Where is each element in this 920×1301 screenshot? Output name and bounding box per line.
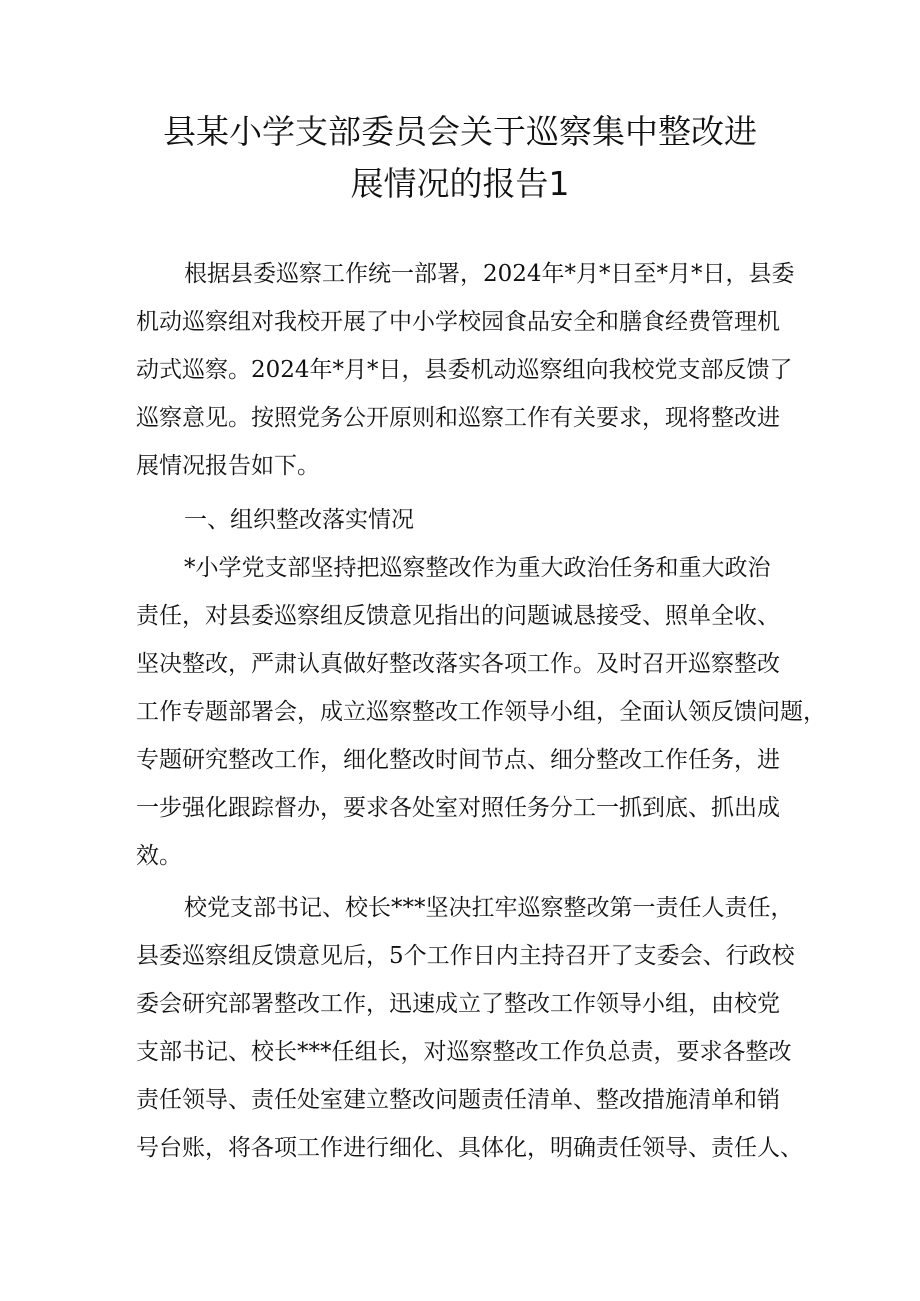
document-title-line-1: 县某小学支部委员会关于巡察集中整改进 bbox=[163, 112, 757, 151]
paragraph-line: 坚决整改，严肃认真做好整改落实各项工作。及时召开巡察整改 bbox=[136, 651, 780, 677]
paragraph-line: 委会研究部署整改工作，迅速成立了整改工作领导小组，由校党 bbox=[136, 991, 780, 1017]
paragraph-line: 展情况报告如下。 bbox=[136, 453, 320, 479]
paragraph-organization bbox=[136, 544, 826, 880]
document-title-line-2: 展情况的报告1 bbox=[350, 164, 570, 203]
paragraph-line: 工作专题部署会，成立巡察整改工作领导小组，全面认领反馈问题， bbox=[136, 699, 826, 725]
paragraph-line: 责任，对县委巡察组反馈意见指出的问题诚恳接受、照单全收、 bbox=[136, 603, 780, 629]
paragraph-line: 校党支部书记、校长***坚决扛牢巡察整改第一责任人责任， bbox=[184, 895, 794, 921]
paragraph-line: 机动巡察组对我校开展了中小学校园食品安全和膳食经费管理机 bbox=[136, 309, 780, 335]
paragraph-line: 支部书记、校长***任组长，对巡察整改工作负总责，要求各整改 bbox=[136, 1039, 792, 1065]
paragraph-line: *小学党支部坚持把巡察整改作为重大政治任务和重大政治 bbox=[184, 555, 771, 581]
paragraph-line: 号台账，将各项工作进行细化、具体化，明确责任领导、责任人、 bbox=[136, 1135, 803, 1161]
paragraph-responsibility bbox=[136, 884, 803, 1172]
paragraph-line: 巡察意见。按照党务公开原则和巡察工作有关要求，现将整改进 bbox=[136, 405, 780, 431]
paragraph-line: 一步强化跟踪督办，要求各处室对照任务分工一抓到底、抓出成 bbox=[136, 795, 780, 821]
paragraph-line: 责任领导、责任处室建立整改问题责任清单、整改措施清单和销 bbox=[136, 1087, 780, 1113]
section-heading-text: 一、组织整改落实情况 bbox=[184, 507, 414, 533]
paragraph-line: 效。 bbox=[136, 843, 182, 869]
paragraph-intro bbox=[136, 250, 795, 490]
paragraph-line: 根据县委巡察工作统一部署，2024年*月*日至*月*日，县委 bbox=[184, 261, 795, 287]
paragraph-line: 专题研究整改工作，细化整改时间节点、细分整改工作任务，进 bbox=[136, 747, 780, 773]
paragraph-line: 动式巡察。2024年*月*日，县委机动巡察组向我校党支部反馈了 bbox=[136, 357, 793, 383]
section-heading bbox=[136, 496, 786, 544]
paragraph-line: 县委巡察组反馈意见后，5个工作日内主持召开了支委会、行政校 bbox=[136, 943, 795, 969]
